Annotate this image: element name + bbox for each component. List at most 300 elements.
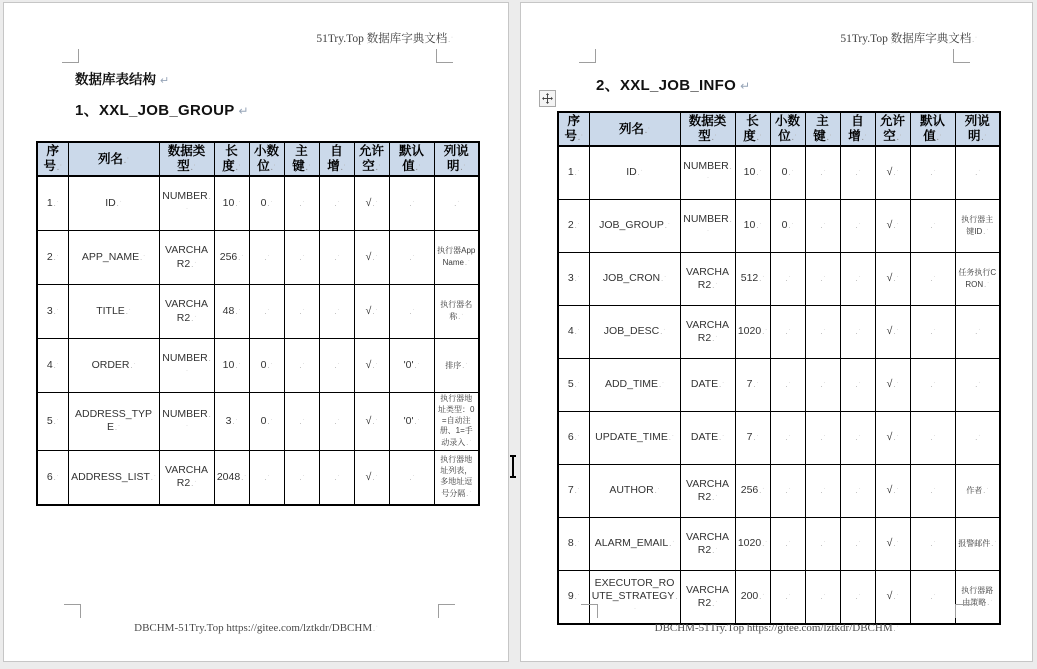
table-cell[interactable]: 2048. · (214, 450, 249, 505)
cell-end-mark: . · (335, 475, 340, 482)
column-header[interactable]: 自增. · (319, 142, 354, 176)
table-cell[interactable] (319, 176, 354, 231)
table-cell[interactable]: VARCHAR2. · (680, 571, 735, 625)
cell-end-mark: . · (983, 229, 988, 236)
table-cell[interactable]: 6. · (37, 450, 68, 505)
table-cell[interactable]: √. · (875, 306, 910, 359)
table-cell[interactable]: 10. · (735, 146, 770, 200)
table-cell[interactable]: 6. · (558, 412, 589, 465)
margin-corner-mark-icon (953, 49, 970, 63)
cell-end-mark: . · (638, 170, 643, 177)
table-cell[interactable]: ID. · (68, 176, 159, 231)
cell-end-mark: . · (792, 135, 797, 142)
table-cell[interactable]: 10. · (214, 176, 249, 231)
margin-corner-mark-icon (955, 604, 972, 618)
table-cell[interactable] (840, 465, 875, 518)
table-cell[interactable]: 执行器名称. · (434, 285, 479, 339)
table-cell[interactable]: VARCHAR2. · (680, 518, 735, 571)
cell-end-mark: . · (856, 594, 861, 601)
table-cell[interactable]: 7. · (558, 465, 589, 518)
table-cell[interactable] (840, 412, 875, 465)
column-header[interactable]: 主键. · (284, 142, 319, 176)
table-cell[interactable] (805, 412, 840, 465)
paragraph-mark-icon: . · (373, 625, 378, 633)
cell-end-mark: . · (335, 201, 340, 208)
cell-end-mark: . · (753, 435, 758, 442)
table-cell[interactable] (284, 393, 319, 451)
cell-end-mark: . · (410, 475, 415, 482)
cell-end-mark: . · (54, 475, 59, 482)
cell-end-mark: . · (893, 594, 898, 601)
table-cell[interactable]: 512. · (735, 253, 770, 306)
table-cell[interactable]: 256. · (735, 465, 770, 518)
column-header[interactable]: 允许空. · (354, 142, 389, 176)
table-cell[interactable]: UPDATE_TIME. · (589, 412, 680, 465)
table-cell[interactable]: 1. · (558, 146, 589, 200)
cell-end-mark: . · (893, 382, 898, 389)
table-cell[interactable]: VARCHAR2. · (680, 465, 735, 518)
cell-end-mark: . · (575, 329, 580, 336)
cell-end-mark: . · (335, 309, 340, 316)
doc-title-text: 数据库表结构 (75, 72, 156, 87)
cell-end-mark: . · (300, 309, 305, 316)
table-header-row (558, 112, 1000, 146)
table-cell[interactable]: 1. · (37, 176, 68, 231)
table-cell[interactable]: 任务执行CRON. · (955, 253, 1000, 306)
table-cell[interactable]: EXECUTOR_ROUTE_STRATEGY. · (589, 571, 680, 625)
table-cell[interactable] (910, 571, 955, 625)
table-cell[interactable]: 200. · (735, 571, 770, 625)
cell-end-mark: . · (54, 255, 59, 262)
table-cell[interactable]: ADDRESS_TYPE. · (68, 393, 159, 451)
column-header[interactable]: 列说明. · (434, 142, 479, 176)
cell-end-mark: . · (759, 276, 764, 283)
table-cell[interactable]: 报警邮件. · (955, 518, 1000, 571)
table-cell[interactable] (319, 339, 354, 393)
cell-end-mark: . · (786, 594, 791, 601)
table-cell[interactable]: √. · (875, 465, 910, 518)
cell-end-mark: . · (706, 217, 732, 237)
cell-end-mark: . · (856, 223, 861, 230)
column-header[interactable]: 长度. · (214, 142, 249, 176)
cell-end-mark: . · (461, 165, 466, 172)
table-row (558, 412, 1000, 465)
cell-end-mark: . · (821, 382, 826, 389)
table-cell[interactable] (840, 253, 875, 306)
table-cell[interactable]: 1020. · (735, 518, 770, 571)
column-header[interactable]: 序号. · (37, 142, 68, 176)
cell-end-mark: . · (300, 255, 305, 262)
cell-end-mark: . · (372, 419, 377, 426)
table-cell[interactable]: 2. · (37, 231, 68, 285)
column-header[interactable]: 主键. · (805, 112, 840, 146)
table-cell[interactable] (284, 339, 319, 393)
column-table-xxl-job-group (36, 141, 480, 506)
table-cell[interactable]: 10. · (214, 339, 249, 393)
cell-end-mark: . · (856, 276, 861, 283)
table-cell[interactable]: √. · (354, 393, 389, 451)
table-header-row (37, 142, 479, 176)
table-cell[interactable]: JOB_DESC. · (589, 306, 680, 359)
cell-end-mark: . · (575, 541, 580, 548)
table-cell[interactable]: ORDER. · (68, 339, 159, 393)
table-cell[interactable]: √. · (354, 231, 389, 285)
table-cell[interactable]: 3. · (214, 393, 249, 451)
table-row (37, 231, 479, 285)
page-header-text: 51Try.Top 数据库字典文档 (840, 33, 972, 45)
table-row (558, 200, 1000, 253)
table-cell[interactable] (805, 465, 840, 518)
table-cell[interactable]: 执行器路由策略. · (955, 571, 1000, 625)
cell-end-mark: . · (462, 363, 467, 370)
cell-end-mark: . · (821, 223, 826, 230)
table-cell[interactable]: 排序. · (434, 339, 479, 393)
table-cell[interactable]: 9. · (558, 571, 589, 625)
column-table-xxl-job-info (557, 111, 1001, 625)
page-2[interactable] (520, 2, 1033, 662)
cell-end-mark: . · (124, 158, 129, 165)
cell-end-mark: . · (54, 201, 59, 208)
cell-end-mark: . · (454, 201, 459, 208)
paragraph-mark-icon: . · (448, 36, 453, 44)
table-cell[interactable]: 3. · (37, 285, 68, 339)
table-cell[interactable]: NUMBER. · (680, 200, 735, 253)
table-cell[interactable] (770, 465, 805, 518)
table-cell[interactable]: 执行器AppName. · (434, 231, 479, 285)
column-header[interactable]: 小数位. · (249, 142, 284, 176)
section-title-text: 2、XXL_JOB_INFO (596, 77, 737, 94)
table-cell[interactable]: VARCHAR2. · (680, 306, 735, 359)
cell-end-mark: . · (575, 382, 580, 389)
table-cell[interactable]: JOB_GROUP. · (589, 200, 680, 253)
table-cell[interactable] (249, 231, 284, 285)
cell-end-mark: . · (54, 419, 59, 426)
table-cell[interactable] (910, 359, 955, 412)
table-cell[interactable]: TITLE. · (68, 285, 159, 339)
table-cell[interactable] (955, 306, 1000, 359)
page-footer[interactable] (521, 622, 1032, 634)
table-cell[interactable]: ID. · (589, 146, 680, 200)
table-cell[interactable]: VARCHAR2. · (159, 450, 214, 505)
margin-corner-mark-icon (581, 604, 598, 618)
cell-end-mark: . · (786, 435, 791, 442)
cell-end-mark: . · (856, 488, 861, 495)
table-cell[interactable]: 执行器地址类型：0=自动注册、1=手动录入. · (434, 393, 479, 451)
cell-end-mark: . · (236, 165, 241, 172)
cell-end-mark: . · (416, 165, 421, 172)
column-header[interactable]: 序号. · (558, 112, 589, 146)
table-cell[interactable] (284, 450, 319, 505)
cell-end-mark: . · (466, 491, 471, 498)
column-header[interactable]: 列名. · (68, 142, 159, 176)
column-header[interactable]: 自增. · (840, 112, 875, 146)
table-row (37, 176, 479, 231)
table-cell[interactable] (770, 571, 805, 625)
cell-end-mark: . · (669, 435, 674, 442)
cell-end-mark: . · (762, 541, 767, 548)
table-cell[interactable] (805, 200, 840, 253)
column-header[interactable]: 数据类型. · (680, 112, 735, 146)
table-cell[interactable] (910, 306, 955, 359)
cell-end-mark: . · (376, 165, 381, 172)
table-cell[interactable]: √. · (875, 571, 910, 625)
table-cell[interactable] (840, 571, 875, 625)
cell-end-mark: . · (578, 135, 583, 142)
table-cell[interactable] (770, 412, 805, 465)
table-cell[interactable]: 48. · (214, 285, 249, 339)
table-cell[interactable]: 执行器地址列表，多地址逗号分隔. · (434, 450, 479, 505)
cell-end-mark: . · (975, 170, 980, 177)
page-header[interactable] (316, 30, 453, 46)
cell-end-mark: . · (151, 475, 156, 482)
column-header[interactable]: 列说明. · (955, 112, 1000, 146)
cell-end-mark: . · (465, 260, 470, 267)
table-cell[interactable] (770, 253, 805, 306)
cell-end-mark: . · (235, 309, 240, 316)
cell-end-mark: . · (712, 336, 717, 343)
table-cell[interactable] (910, 146, 955, 200)
table-cell[interactable]: DATE. · (680, 359, 735, 412)
table-cell[interactable]: √. · (875, 146, 910, 200)
cell-end-mark: . · (827, 135, 832, 142)
table-cell[interactable] (805, 306, 840, 359)
table-cell[interactable]: 0. · (249, 339, 284, 393)
table-cell[interactable] (319, 450, 354, 505)
table-cell[interactable] (284, 231, 319, 285)
table-cell[interactable] (840, 146, 875, 200)
table-cell[interactable] (389, 450, 434, 505)
table-cell[interactable]: 1020. · (735, 306, 770, 359)
return-mark-icon: ↵ (160, 75, 170, 87)
column-header[interactable]: 长度. · (735, 112, 770, 146)
cell-end-mark: . · (300, 201, 305, 208)
page-footer[interactable] (4, 622, 508, 634)
cell-end-mark: . · (821, 541, 826, 548)
table-cell[interactable] (284, 285, 319, 339)
cell-end-mark: . · (669, 541, 674, 548)
table-cell[interactable]: DATE. · (680, 412, 735, 465)
table-cell[interactable]: '0'. · (389, 393, 434, 451)
table-cell[interactable] (840, 359, 875, 412)
cell-end-mark: . · (54, 363, 59, 370)
column-header[interactable]: 列名. · (589, 112, 680, 146)
table-cell[interactable]: '0'. · (389, 339, 434, 393)
cell-end-mark: . · (786, 488, 791, 495)
margin-corner-mark-icon (438, 604, 455, 618)
table-move-handle[interactable] (539, 90, 556, 107)
table-cell[interactable]: 5. · (37, 393, 68, 451)
cell-end-mark: . · (267, 201, 272, 208)
cell-end-mark: . · (414, 419, 419, 426)
cell-end-mark: . · (659, 382, 664, 389)
table-cell[interactable]: 10. · (735, 200, 770, 253)
cell-end-mark: . · (335, 363, 340, 370)
table-cell[interactable]: √. · (875, 412, 910, 465)
table-cell[interactable] (910, 518, 955, 571)
table-cell[interactable] (910, 200, 955, 253)
column-header[interactable]: 默认值. · (389, 142, 434, 176)
table-cell[interactable]: 7. · (735, 359, 770, 412)
table-cell[interactable]: 0. · (770, 146, 805, 200)
table-cell[interactable]: √. · (354, 285, 389, 339)
paragraph-mark-icon: . · (894, 625, 899, 633)
table-cell[interactable]: 4. · (558, 306, 589, 359)
move-arrows-icon (542, 93, 553, 104)
table-cell[interactable]: √. · (354, 450, 389, 505)
table-cell[interactable]: 256. · (214, 231, 249, 285)
table-cell[interactable] (249, 450, 284, 505)
table-cell[interactable] (955, 359, 1000, 412)
table-cell[interactable]: 4. · (37, 339, 68, 393)
table-cell[interactable]: 0. · (770, 200, 805, 253)
cell-end-mark: . · (410, 201, 415, 208)
page-footer-text: DBCHM-51Try.Top https://gitee.com/lztkdr/DBCHM (134, 622, 373, 634)
cell-end-mark: . · (821, 170, 826, 177)
table-cell[interactable]: √. · (875, 359, 910, 412)
cell-end-mark: . · (335, 255, 340, 262)
table-cell[interactable]: 0. · (249, 393, 284, 451)
column-header[interactable]: 小数位. · (770, 112, 805, 146)
table-cell[interactable]: 3. · (558, 253, 589, 306)
table-cell[interactable]: APP_NAME. · (68, 231, 159, 285)
cell-end-mark: . · (575, 170, 580, 177)
table-cell[interactable] (319, 285, 354, 339)
table-cell[interactable] (805, 146, 840, 200)
return-mark-icon: ↵ (238, 104, 249, 118)
table-cell[interactable] (840, 518, 875, 571)
table-cell[interactable] (840, 200, 875, 253)
page-1[interactable] (3, 2, 509, 662)
margin-corner-mark-icon (64, 604, 81, 618)
cell-end-mark: . · (191, 262, 196, 269)
table-cell[interactable] (389, 285, 434, 339)
table-cell[interactable]: AUTHOR. · (589, 465, 680, 518)
table-cell[interactable]: ALARM_EMAIL. · (589, 518, 680, 571)
cell-end-mark: . · (372, 309, 377, 316)
cell-end-mark: . · (893, 329, 898, 336)
cell-end-mark: . · (341, 165, 346, 172)
column-header[interactable]: 允许空. · (875, 112, 910, 146)
table-cell[interactable] (805, 253, 840, 306)
table-cell[interactable] (910, 412, 955, 465)
cell-end-mark: . · (931, 541, 936, 548)
table-cell[interactable] (955, 146, 1000, 200)
table-cell[interactable]: NUMBER. · (159, 176, 214, 231)
table-cell[interactable]: NUMBER. · (159, 339, 214, 393)
table-cell[interactable]: 0. · (249, 176, 284, 231)
table-cell[interactable]: 8. · (558, 518, 589, 571)
table-cell[interactable]: NUMBER. · (680, 146, 735, 200)
paragraph-mark-icon: . · (972, 36, 977, 44)
table-cell[interactable] (770, 359, 805, 412)
cell-end-mark: . · (893, 170, 898, 177)
cell-end-mark: . · (753, 382, 758, 389)
cell-end-mark: . · (856, 329, 861, 336)
table-cell[interactable]: VARCHAR2. · (159, 231, 214, 285)
table-cell[interactable]: 2. · (558, 200, 589, 253)
cell-end-mark: . · (265, 475, 270, 482)
cell-end-mark: . · (372, 475, 377, 482)
table-cell[interactable] (389, 176, 434, 231)
table-cell[interactable]: NUMBER. · (159, 393, 214, 451)
table-cell[interactable] (910, 465, 955, 518)
table-cell[interactable]: 作者. · (955, 465, 1000, 518)
table-cell[interactable]: √. · (875, 518, 910, 571)
table-cell[interactable]: 执行器主键ID. · (955, 200, 1000, 253)
table-cell[interactable] (910, 253, 955, 306)
table-cell[interactable]: √. · (354, 339, 389, 393)
cell-end-mark: . · (410, 255, 415, 262)
cell-end-mark: . · (633, 594, 677, 614)
table-cell[interactable] (805, 518, 840, 571)
table-cell[interactable]: ADD_TIME. · (589, 359, 680, 412)
table-row (558, 253, 1000, 306)
table-cell[interactable]: √. · (875, 253, 910, 306)
cell-end-mark: . · (931, 594, 936, 601)
table-cell[interactable] (249, 285, 284, 339)
table-cell[interactable] (319, 231, 354, 285)
column-header[interactable]: 数据类型. · (159, 142, 214, 176)
table-cell[interactable] (770, 306, 805, 359)
cell-end-mark: . · (414, 363, 419, 370)
cell-end-mark: . · (191, 481, 196, 488)
section-title-xxl-job-group[interactable] (75, 99, 249, 120)
table-cell[interactable]: 5. · (558, 359, 589, 412)
table-cell[interactable] (805, 359, 840, 412)
table-row (558, 571, 1000, 625)
table-cell[interactable]: √. · (875, 200, 910, 253)
margin-corner-mark-icon (436, 49, 453, 63)
cell-end-mark: . · (786, 329, 791, 336)
table-cell[interactable]: VARCHAR2. · (159, 285, 214, 339)
table-cell[interactable] (319, 393, 354, 451)
table-cell[interactable]: √. · (354, 176, 389, 231)
table-row (558, 465, 1000, 518)
table-cell[interactable]: 7. · (735, 412, 770, 465)
doc-title[interactable] (75, 68, 169, 88)
cell-end-mark: . · (706, 164, 732, 184)
table-cell[interactable] (389, 231, 434, 285)
table-cell[interactable]: JOB_CRON. · (589, 253, 680, 306)
cell-end-mark: . · (856, 170, 861, 177)
cell-end-mark: . · (267, 419, 272, 426)
return-mark-icon: ↵ (740, 79, 751, 93)
cell-end-mark: . · (575, 223, 580, 230)
page-header[interactable] (840, 30, 977, 46)
page-footer-text: DBCHM-51Try.Top https://gitee.com/lztkdr/DBCHM (654, 622, 893, 634)
cell-end-mark: . · (185, 412, 211, 432)
column-header[interactable]: 默认值. · (910, 112, 955, 146)
table-cell[interactable] (434, 176, 479, 231)
cell-end-mark: . · (756, 223, 761, 230)
section-title-xxl-job-info[interactable] (596, 74, 750, 95)
table-cell[interactable] (840, 306, 875, 359)
table-cell[interactable] (805, 571, 840, 625)
table-cell[interactable]: ADDRESS_LIST. · (68, 450, 159, 505)
cell-end-mark: . · (575, 488, 580, 495)
cell-end-mark: . · (897, 135, 902, 142)
cell-end-mark: . · (931, 276, 936, 283)
table-cell[interactable] (955, 412, 1000, 465)
table-cell[interactable] (770, 518, 805, 571)
cell-end-mark: . · (235, 201, 240, 208)
cell-end-mark: . · (786, 382, 791, 389)
table-cell[interactable] (284, 176, 319, 231)
cell-end-mark: . · (984, 282, 989, 289)
cell-end-mark: . · (372, 363, 377, 370)
table-cell[interactable]: VARCHAR2. · (680, 253, 735, 306)
cell-end-mark: . · (759, 488, 764, 495)
